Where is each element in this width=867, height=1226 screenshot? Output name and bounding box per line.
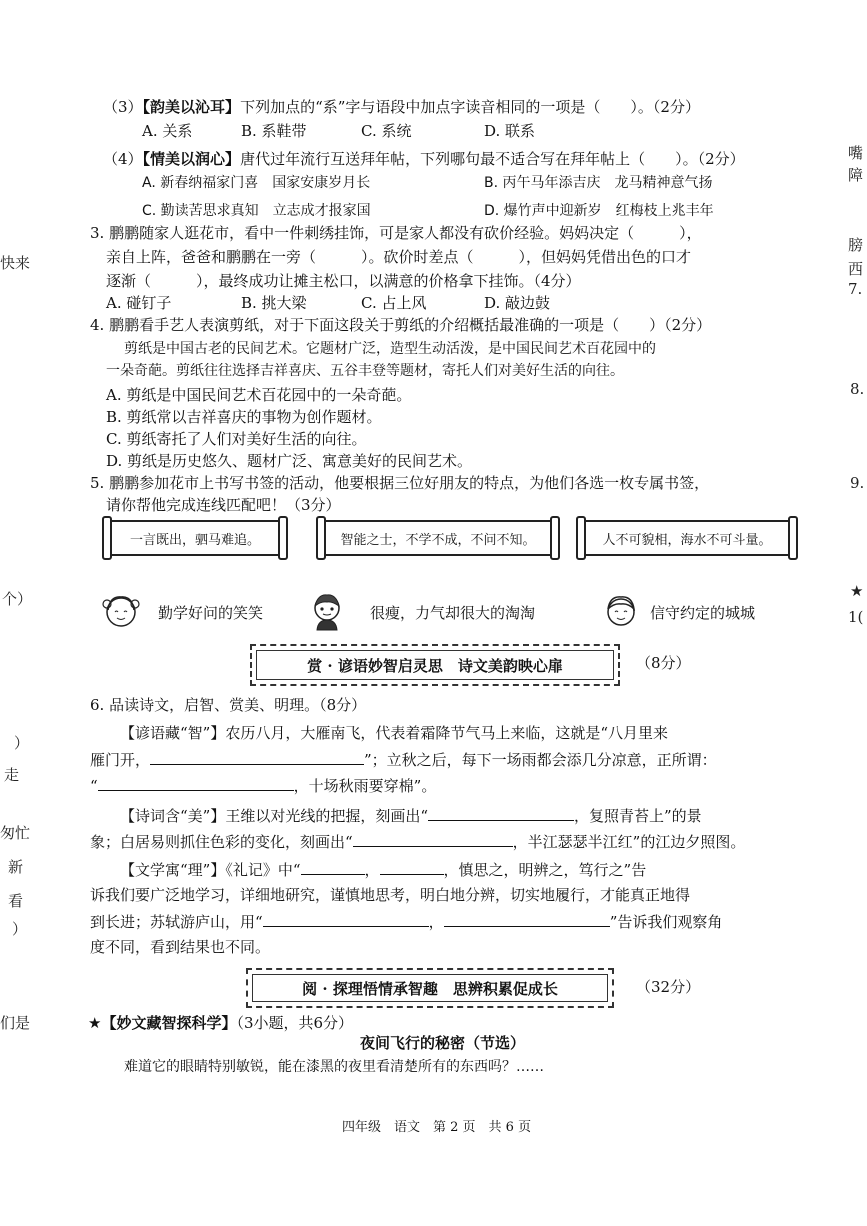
answer-blank[interactable] — [444, 910, 610, 927]
reading-title: 夜间飞行的秘密（节选） — [360, 1034, 526, 1052]
answer-blank[interactable] — [353, 830, 513, 847]
q-three-line3: 逐渐（ ），最终成功让摊主松口，以满意的价格拿下挂饰。（4分） — [106, 272, 581, 290]
bookmark-1-text: 一言既出，驷马难追。 — [129, 532, 260, 548]
margin-left-2: 个） — [2, 590, 33, 608]
q-six-p3-line2: 诉我们要广泛地学习，详细地研究，谨慎地思考，明白地分辨，切实地履行，才能真正地得 — [90, 886, 691, 904]
margin-left-5: 匆忙 — [0, 824, 31, 842]
section-yue-title: 阅 · 探理悟情承智趣 思辨积累促成长 — [302, 979, 558, 998]
margin-left-8: ） — [12, 920, 28, 938]
boy-face-icon — [306, 590, 348, 632]
q-four-option-a: A. 剪纸是中国民间艺术百花园中的一朵奇葩。 — [106, 386, 412, 404]
boy-face-icon — [600, 590, 642, 632]
margin-right-6: 8. — [850, 380, 865, 398]
answer-blank[interactable] — [150, 748, 364, 765]
q-four-option-b: B. 剪纸常以吉祥喜庆的事物为创作题材。 — [106, 408, 382, 426]
q-three-line1: 3. 鹏鹏随家人逛花市，看中一件刺绣挂饰，可是家人都没有砍价经验。妈妈决定（ ）， — [90, 224, 702, 242]
q-six-p1-line3: “ ，十场秋雨要穿棉”。 — [90, 774, 436, 797]
q-six-p1-line2: 雁门开， ”；立秋之后，每下一场雨都会添几分凉意，正所谓： — [90, 748, 717, 771]
answer-blank[interactable] — [263, 910, 429, 927]
answer-blank[interactable] — [380, 858, 444, 875]
q4-stem: （4）【情美以润心】唐代过年流行互送拜年帖，下列哪句最不适合写在拜年帖上（ ）。（2分） — [103, 150, 745, 168]
q3-option-a: A. 关系 — [142, 122, 193, 140]
q-three-option-d: D. 敲边鼓 — [484, 294, 551, 312]
q-six-p1-line1: 【谚语藏“智”】农历八月，大雁南飞，代表着霜降节气马上来临，这就是“八月里来 — [120, 724, 669, 742]
q3-option-d: D. 联系 — [484, 122, 536, 140]
q-six-stem: 6. 品读诗文，启智、赏美、明理。（8分） — [90, 696, 367, 714]
section-shang-title: 赏 · 谚语妙智启灵思 诗文美韵映心扉 — [307, 656, 563, 675]
bookmark-1[interactable] — [108, 520, 282, 556]
margin-right-7: 9. — [850, 474, 865, 492]
bookmark-2[interactable] — [322, 520, 554, 556]
q-six-p3-line4: 度不同，看到结果也不同。 — [90, 938, 271, 956]
margin-right-8: ★ — [850, 582, 864, 600]
reading-header: ★【妙文藏智探科学】（3小题，共6分） — [88, 1014, 354, 1032]
margin-left-7: 看 — [8, 892, 24, 910]
q4-option-c: C. 勤读苦思求真知 立志成才报家国 — [142, 203, 371, 219]
reading-first-line: 难道它的眼睛特别敏锐，能在漆黑的夜里看清楚所有的东西吗？…… — [124, 1059, 544, 1075]
section-shang-banner — [250, 644, 620, 686]
margin-left-9: 们是 — [0, 1014, 31, 1032]
q-four-passage-line2: 一朵奇葩。剪纸往往选择吉祥喜庆、五谷丰登等题材，寄托人们对美好生活的向往。 — [106, 363, 624, 379]
answer-blank[interactable] — [98, 774, 294, 791]
bookmark-2-text: 智能之士，不学不成，不问不知。 — [340, 532, 536, 548]
q-six-p2-line2: 象；白居易则抓住色彩的变化，刻画出“ ，半江瑟瑟半江红”的江边夕照图。 — [90, 830, 745, 853]
bookmark-3[interactable] — [582, 520, 792, 556]
bookmark-3-text: 人不可貌相，海水不可斗量。 — [602, 532, 772, 548]
q-six-p3-line3: 到长进；苏轼游庐山，用“ ， ”告诉我们观察角 — [90, 910, 722, 933]
q-four-option-d: D. 剪纸是历史悠久、题材广泛、寓意美好的民间艺术。 — [106, 452, 473, 470]
friend-2-label[interactable]: 很瘦，力气却很大的淘淘 — [370, 604, 536, 622]
margin-right-5: 7. — [848, 280, 863, 298]
page-footer: 四年级 语文 第 2 页 共 6 页 — [342, 1120, 532, 1135]
margin-left-6: 新 — [8, 858, 24, 876]
margin-right-4: 西 — [848, 260, 864, 278]
q-five-line2: 请你帮他完成连线匹配吧！（3分） — [106, 496, 341, 514]
margin-right-3: 膀 — [848, 236, 864, 254]
friend-1-label[interactable]: 勤学好问的笑笑 — [158, 604, 264, 622]
q-six-p2-line1: 【诗词含“美”】王维以对光线的把握，刻画出“ ，复照青苔上”的景 — [120, 804, 702, 827]
answer-blank[interactable] — [428, 804, 574, 821]
q-three-option-b: B. 挑大梁 — [241, 294, 307, 312]
q-three-option-a: A. 碰钉子 — [106, 294, 172, 312]
margin-left-3: ） — [14, 734, 30, 752]
q4-option-d: D. 爆竹声中迎新岁 红梅枝上兆丰年 — [484, 203, 714, 219]
margin-left-4: 走 — [4, 766, 20, 784]
q-three-option-c: C. 占上风 — [361, 294, 427, 312]
q4-option-a: A. 新春纳福家门喜 国家安康岁月长 — [142, 175, 371, 191]
q-five-line1: 5. 鹏鹏参加花市上书写书签的活动，他要根据三位好朋友的特点，为他们各选一枚专属书签， — [90, 474, 710, 492]
q-three-line2: 亲自上阵，爸爸和鹏鹏在一旁（ ）。砍价时差点（ ），但妈妈凭借出色的口才 — [106, 248, 692, 266]
margin-right-9: 1( — [848, 608, 864, 626]
margin-right-2: 障 — [848, 166, 864, 184]
q3-option-c: C. 系统 — [361, 122, 412, 140]
margin-left-1: 快来 — [0, 254, 31, 272]
q-four-option-c: C. 剪纸寄托了人们对美好生活的向往。 — [106, 430, 367, 448]
section-yue-score: （32分） — [636, 978, 701, 996]
girl-face-icon — [100, 590, 142, 632]
star-icon: ★ — [88, 1014, 102, 1032]
q-six-p3-line1: 【文学寓“理”】《礼记》中“ ， ，慎思之，明辨之，笃行之”告 — [120, 858, 646, 881]
section-yue-banner — [246, 968, 614, 1008]
q3-stem: （3）【韵美以沁耳】下列加点的“系”字与语段中加点字读音相同的一项是（ ）。（2分） — [103, 98, 700, 116]
answer-blank[interactable] — [301, 858, 365, 875]
section-shang-score: （8分） — [636, 654, 691, 672]
friend-3-label[interactable]: 信守约定的城城 — [650, 604, 756, 622]
q-four-stem: 4. 鹏鹏看手艺人表演剪纸，对于下面这段关于剪纸的介绍概括最准确的一项是（ ）（2分） — [90, 316, 712, 334]
margin-right-1: 嘴 — [848, 144, 864, 162]
q-four-passage-line1: 剪纸是中国古老的民间艺术。它题材广泛，造型生动活泼，是中国民间艺术百花园中的 — [124, 341, 656, 357]
q4-option-b: B. 丙午马年添吉庆 龙马精神意气扬 — [484, 175, 713, 191]
q3-option-b: B. 系鞋带 — [241, 122, 307, 140]
